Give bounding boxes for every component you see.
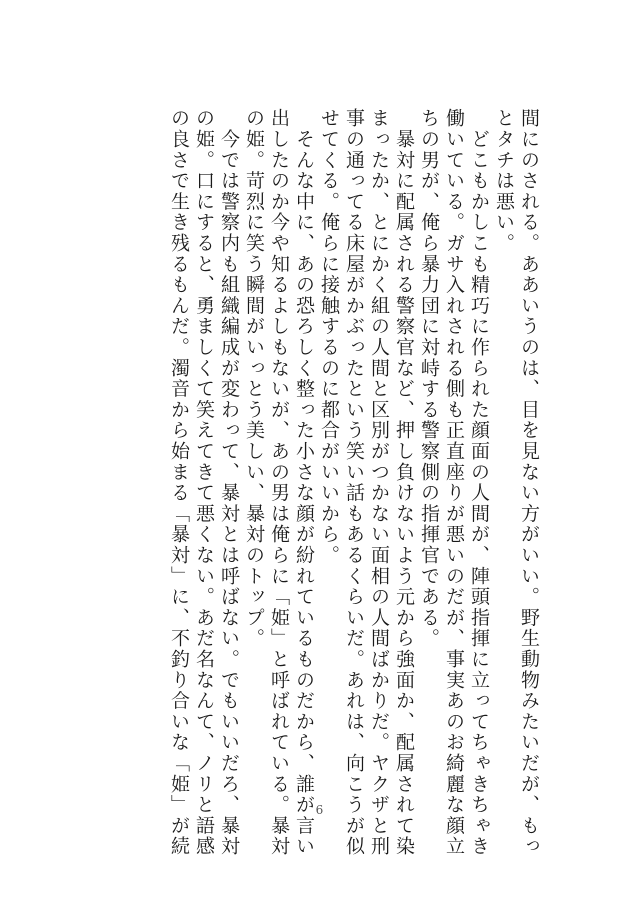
text-column-9: せてくる。俺らに接触するのに都合がいいから。	[318, 108, 340, 566]
text-column-10: そんな中に、あの恐ろしく整った小さな顔が紛れているものだから、誰が言い	[293, 108, 315, 857]
text-column-2: とタチは悪い。	[493, 108, 515, 254]
text-column-11: 出したのか今や知るよしもないが、あの男は俺らに「姫」と呼ばれている。暴対	[268, 108, 290, 857]
text-column-7: まったか、とにかく組の人間と区別がつかない面相の人間ばかりだ。ヤクザと刑	[368, 108, 390, 857]
text-column-15: の良さで生き残るもんだ。濁音から始まる「暴対」に、不釣り合いな「姫」が続	[168, 108, 190, 857]
text-column-6: 暴対に配属される警察官など、押し負けないよう元から強面か、配属されて染	[393, 108, 415, 857]
text-column-4: 働いている。ガサ入れされる側も正直座りが悪いのだが、事実あのお綺麗な顔立	[443, 108, 465, 857]
text-column-1: 間にのされる。ああいうのは、目を見ない方がいい。野生動物みたいだが、もっ	[518, 108, 540, 857]
text-column-14: の姫。口にすると、勇ましくて笑えてきて悪くない。あだ名なんて、ノリと語感	[193, 108, 215, 857]
text-column-12: の姫。苛烈に笑う瞬間がいっとう美しい、暴対のトップ。	[243, 108, 265, 649]
page-number: 6	[315, 803, 324, 817]
text-column-5: ちの男が、俺ら暴力団に対峙する警察側の指揮官である。	[418, 108, 440, 649]
text-column-3: どこもかしこも精巧に作られた顔面の人間が、陣頭指揮に立ってちゃきちゃき	[468, 108, 490, 857]
text-column-13: 今では警察内も組織編成が変わって、暴対とは呼ばない。でもいいだろ、暴対	[218, 108, 240, 857]
text-column-8: 事の通ってる床屋がかぶったという笑い話もあるくらいだ。あれは、向こうが似	[343, 108, 365, 857]
